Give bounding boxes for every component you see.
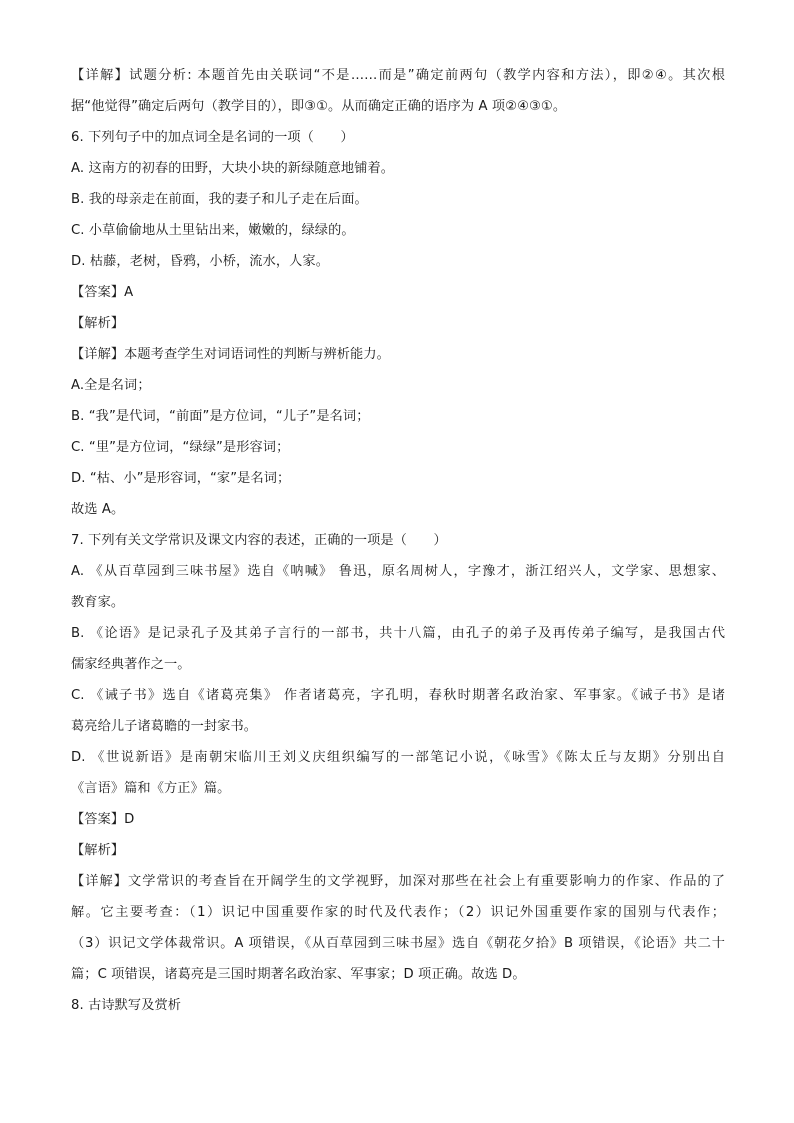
text-line: D. 《世说新语》是南朝宋临川王刘义庆组织编写的一部笔记小说，《咏雪》《陈太丘与友期》分别出自 [71, 750, 725, 765]
text-line: C. “里”是方位词，“绿绿”是形容词； [71, 440, 290, 455]
text-line: 葛亮给儿子诸葛瞻的一封家书。 [71, 719, 258, 734]
text-line: 篇；C 项错误，诸葛亮是三国时期著名政治家、军事家；D 项正确。故选 D。 [71, 967, 526, 982]
text-line: 据“他觉得”确定后两句（教学目的），即③①。从而确定正确的语序为 A 项②④③①。 [71, 99, 567, 114]
text-line: 儒家经典著作之一。 [71, 657, 191, 672]
text-line: 解。它主要考查：（1）识记中国重要作家的时代及代表作；（2）识记外国重要作家的国别与代表作； [71, 905, 725, 920]
text-line: 《言语》篇和《方正》篇。 [71, 781, 231, 796]
text-line: 6. 下列句子中的加点词全是名词的一项（ ） [71, 130, 354, 145]
text-line: 【解析】 [71, 843, 125, 858]
text-line: 【详解】本题考查学生对词语词性的判断与辨析能力。 [71, 347, 390, 362]
text-line: A.全是名词； [71, 378, 151, 393]
text-line: 8. 古诗默写及赏析 [71, 998, 182, 1013]
text-line: C. 小草偷偷地从土里钻出来，嫩嫩的，绿绿的。 [71, 223, 355, 238]
text-line: B. 《论语》是记录孔子及其弟子言行的一部书，共十八篇，由孔子的弟子及再传弟子编写，是我国古代 [71, 626, 725, 641]
text-line: A. 这南方的初春的田野，大块小块的新绿随意地铺着。 [71, 161, 395, 176]
text-line: 【解析】 [71, 316, 125, 331]
text-line: （3）识记文学体裁常识。A 项错误，《从百草园到三味书屋》选自《朝花夕拾》B 项错误，《论语》共二十 [71, 936, 725, 951]
text-line: 【详解】文学常识的考查旨在开阔学生的文学视野，加深对那些在社会上有重要影响力的作家、作品的了 [71, 874, 725, 889]
text-line: B. “我”是代词，“前面”是方位词，“儿子”是名词； [71, 409, 370, 424]
text-line: 7. 下列有关文学常识及课文内容的表述，正确的一项是（ ） [71, 533, 447, 548]
document-body [71, 60, 725, 1021]
text-line: 【答案】D [71, 812, 135, 827]
text-line: B. 我的母亲走在前面，我的妻子和儿子走在后面。 [71, 192, 368, 207]
text-line: D. 枯藤，老树，昏鸦，小桥，流水，人家。 [71, 254, 330, 269]
text-line: 【详解】试题分析: 本题首先由关联词“不是……而是”确定前两句（教学内容和方法），即②④。其次根 [71, 68, 725, 83]
text-line: A. 《从百草园到三味书屋》选自《呐喊》 鲁迅，原名周树人，字豫才，浙江绍兴人，文学家、思想家、 [71, 564, 725, 579]
text-line: 教育家。 [71, 595, 125, 610]
text-line: 【答案】A [71, 285, 134, 300]
text-line: D. “枯、小”是形容词，“家”是名词； [71, 471, 291, 486]
text-line: 故选 A。 [71, 502, 125, 517]
text-line: C. 《诫子书》选自《诸葛亮集》 作者诸葛亮，字孔明，春秋时期著名政治家、军事家。《诫子书》是诸 [71, 688, 725, 703]
